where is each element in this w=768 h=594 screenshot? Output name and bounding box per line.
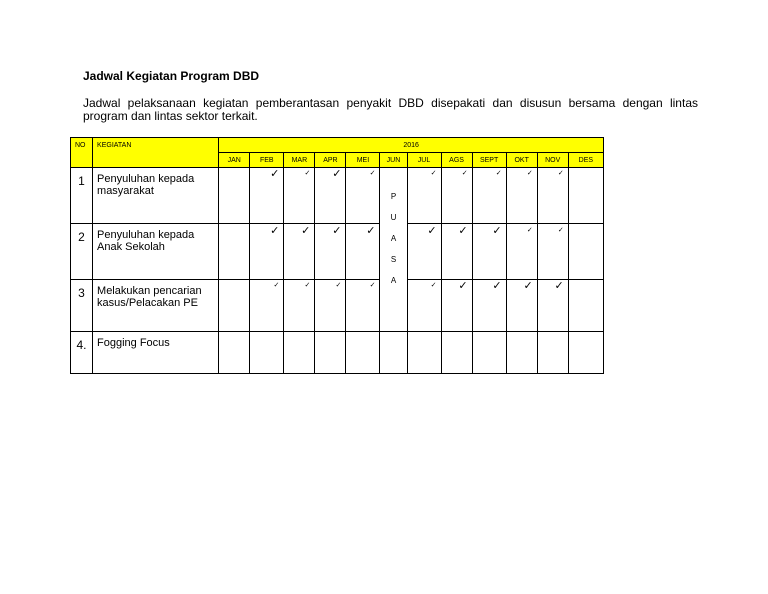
cell-nov [537,280,568,332]
cell-sept [472,332,506,374]
header-month-jan: JAN [219,153,250,168]
cell-feb [250,224,284,280]
cell-jul [407,332,441,374]
check-icon: ✓ [526,170,533,177]
check-icon: ✓ [554,280,564,292]
cell-nov [537,224,568,280]
check-icon: ✓ [366,225,376,237]
puasa-letter: P [390,192,397,201]
check-icon: ✓ [523,280,533,292]
cell-mei [346,332,380,374]
table-row [71,168,604,224]
puasa-note [380,192,406,297]
cell-apr [315,280,346,332]
row-kegiatan: Penyuluhan kepada Anak Sekolah [93,224,219,280]
check-icon: ✓ [369,170,376,177]
description-paragraph: Jadwal pelaksanaan kegiatan pemberantasan penyakit DBD disepakati dan disusun bersama dengan lintas program dan lintas sektor terkait. [83,96,698,123]
check-icon: ✓ [492,280,502,292]
cell-jan [219,224,250,280]
header-kegiatan: KEGIATAN [93,138,219,168]
header-month-mei: MEI [346,153,380,168]
check-icon: ✓ [369,282,376,289]
check-icon: ✓ [557,170,564,177]
check-icon: ✓ [270,168,280,180]
cell-jul [407,224,441,280]
cell-ags [441,168,472,224]
cell-jun-puasa [380,168,407,332]
row-number: 3 [71,280,93,332]
cell-mei [346,168,380,224]
cell-mei [346,224,380,280]
cell-feb [250,280,284,332]
cell-okt [506,280,537,332]
check-icon: ✓ [461,170,468,177]
check-icon: ✓ [458,225,468,237]
table-row [71,280,604,332]
cell-ags [441,332,472,374]
cell-ags [441,224,472,280]
header-year: 2016 [219,138,604,153]
cell-jan [219,332,250,374]
cell-mar [284,332,315,374]
header-month-apr: APR [315,153,346,168]
check-icon: ✓ [335,282,342,289]
cell-des [568,224,603,280]
check-icon: ✓ [273,282,280,289]
cell-sept [472,280,506,332]
check-icon: ✓ [458,280,468,292]
check-icon: ✓ [430,282,437,289]
check-icon: ✓ [270,225,280,237]
header-month-ags: AGS [441,153,472,168]
cell-jan [219,280,250,332]
check-icon: ✓ [332,225,342,237]
header-month-sept: SEPT [472,153,506,168]
header-month-nov: NOV [537,153,568,168]
puasa-letter: A [390,276,397,285]
cell-okt [506,332,537,374]
cell-feb [250,332,284,374]
header-month-des: DES [568,153,603,168]
cell-apr [315,168,346,224]
check-icon: ✓ [430,170,437,177]
cell-mar [284,280,315,332]
header-month-okt: OKT [506,153,537,168]
document-title: Jadwal Kegiatan Program DBD [83,69,260,83]
cell-feb [250,168,284,224]
header-month-mar: MAR [284,153,315,168]
check-icon: ✓ [492,225,502,237]
cell-jul [407,280,441,332]
cell-mar [284,168,315,224]
table-row [71,332,604,374]
check-icon: ✓ [557,227,564,234]
check-icon: ✓ [427,225,437,237]
cell-okt [506,224,537,280]
puasa-letter: U [390,213,397,222]
table-row [71,224,604,280]
cell-des [568,280,603,332]
cell-des [568,168,603,224]
check-icon: ✓ [304,170,311,177]
header-month-jun: JUN [380,153,407,168]
cell-apr [315,332,346,374]
check-icon: ✓ [495,170,502,177]
check-icon: ✓ [526,227,533,234]
cell-jul [407,168,441,224]
check-icon: ✓ [332,168,342,180]
cell-jan [219,168,250,224]
row-number: 4. [71,332,93,374]
header-month-feb: FEB [250,153,284,168]
cell-ags [441,280,472,332]
puasa-letter: A [390,234,397,243]
check-icon: ✓ [301,225,311,237]
cell-sept [472,224,506,280]
cell-nov [537,332,568,374]
cell-jun [380,332,407,374]
cell-okt [506,168,537,224]
cell-sept [472,168,506,224]
row-kegiatan: Penyuluhan kepada masyarakat [93,168,219,224]
cell-mar [284,224,315,280]
row-kegiatan: Fogging Focus [93,332,219,374]
cell-mei [346,280,380,332]
row-number: 2 [71,224,93,280]
row-number: 1 [71,168,93,224]
row-kegiatan: Melakukan pencarian kasus/Pelacakan PE [93,280,219,332]
cell-apr [315,224,346,280]
puasa-letter: S [390,255,397,264]
check-icon: ✓ [304,282,311,289]
header-row-year [71,138,604,153]
cell-des [568,332,603,374]
schedule-table [70,137,604,374]
header-month-jul: JUL [407,153,441,168]
cell-nov [537,168,568,224]
header-no: NO [71,138,93,168]
